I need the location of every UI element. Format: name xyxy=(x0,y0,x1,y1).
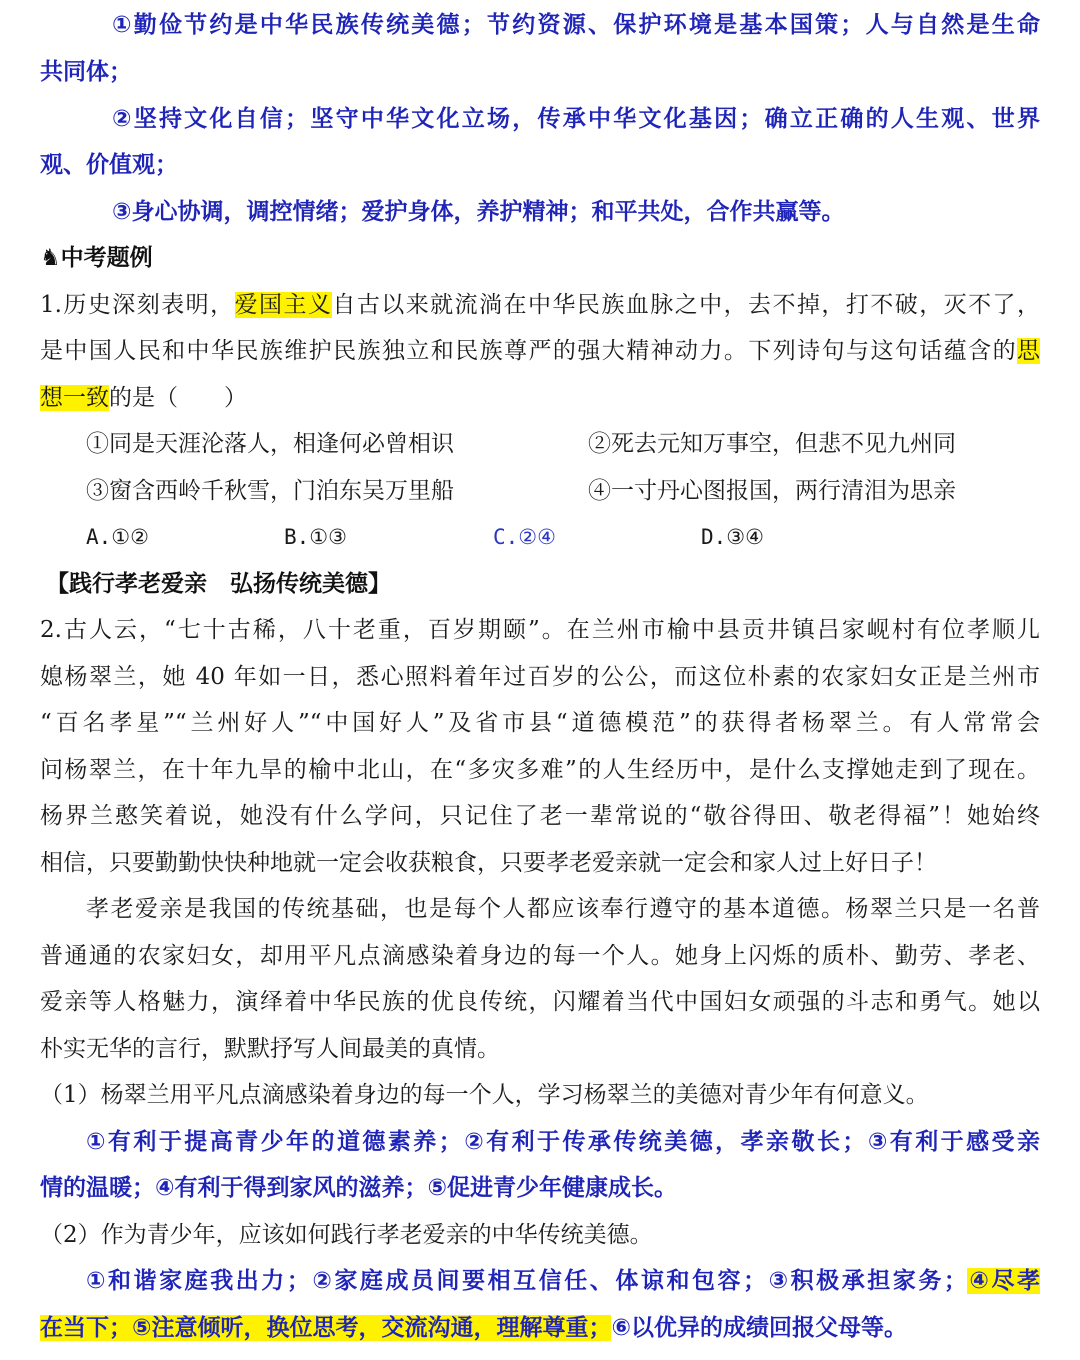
q1-highlight-idea: 思 xyxy=(1017,338,1040,364)
answer-2-line-2: 观、价值观； xyxy=(40,152,178,178)
q2-sub2-answer-line-2 xyxy=(40,1305,1040,1351)
q2-sub2-answer-line-1 xyxy=(40,1258,1040,1304)
q1-line-3 xyxy=(40,375,1040,421)
q1-highlight-consistent: 想一致 xyxy=(40,385,109,411)
poem-row-1 xyxy=(40,421,1040,467)
q2-para1-line-6: 相信，只要勤勤快快种地就一定会收获粮食，只要孝老爱亲就一定会和家人过上好日子！ xyxy=(40,850,937,876)
poem-option-3: ③窗含西岭千秋雪，门泊东吴万里船 xyxy=(86,478,454,504)
q1-highlight-patriotism: 爱国主义 xyxy=(234,292,333,318)
q2-para1-line-1: 2.古人云，“七十古稀，八十老重，百岁期颐”。在兰州市榆中县贡井镇吕家岘村有位孝顺儿 xyxy=(40,617,1040,643)
q1-line-1 xyxy=(40,282,1040,328)
knight-icon: ♞ xyxy=(40,245,61,271)
poem-option-4: ④一寸丹心图报国，两行清泪为思亲 xyxy=(588,478,956,504)
answer-3-line-1: ③身心协调，调控情绪；爱护身体，养护精神；和平共处，合作共赢等。 xyxy=(112,199,845,225)
q2-para2-line-4: 朴实无华的言行，默默抒写人间最美的真情。 xyxy=(40,1036,500,1062)
q2-sub1-answer-line-2: 情的温暖；④有利于得到家风的滋养；⑤促进青少年健康成长。 xyxy=(40,1175,677,1201)
filial-section-heading: 【践行孝老爱亲 弘扬传统美德】 xyxy=(46,571,391,597)
q2-sub2-answer-text: ①和谐家庭我出力；②家庭成员间要相互信任、体谅和包容；③积极承担家务； xyxy=(86,1268,967,1294)
q2-sub1-answer-line-1: ①有利于提高青少年的道德素养；②有利于传承传统美德，孝亲敬长；③有利于感受亲 xyxy=(86,1129,1040,1155)
answer-1-line-1: ①勤俭节约是中华民族传统美德；节约资源、保护环境是基本国策；人与自然是生命 xyxy=(112,12,1040,38)
q1-text: 是中国人民和中华民族维护民族独立和民族尊严的强大精神动力。下列诗句与这句话蕴含的 xyxy=(40,338,1017,364)
choice-a: A.①② xyxy=(86,525,149,549)
choice-c-correct: C.②④ xyxy=(493,525,556,549)
q2-para1-line-3: “百名孝星”“兰州好人”“中国好人”及省市县“道德模范”的获得者杨翠兰。有人常常会 xyxy=(40,710,1040,736)
q2-sub2-answer-highlight: 在当下；⑤注意倾听，换位思考，交流沟通，理解尊重； xyxy=(40,1315,612,1341)
choices-row xyxy=(40,514,1040,560)
q1-text: 的是（ ） xyxy=(109,385,247,411)
q2-para1-line-2: 媳杨翠兰，她 40 年如一日，悉心照料着年过百岁的公公，而这位朴素的农家妇女正是兰州市 xyxy=(40,664,1040,690)
q2-para1-line-4: 问杨翠兰，在十年九旱的榆中北山，在“多灾多难”的人生经历中，是什么支撑她走到了现在。 xyxy=(40,757,1040,783)
q2-sub1-question: （1）杨翠兰用平凡点滴感染着身边的每一个人，学习杨翠兰的美德对青少年有何意义。 xyxy=(40,1082,929,1108)
q1-text: 1.历史深刻表明， xyxy=(40,292,235,318)
q1-line-2 xyxy=(40,328,1040,374)
poem-option-1: ①同是天涯沦落人，相逢何必曾相识 xyxy=(86,431,454,457)
q2-para2-line-3: 爱亲等人格魅力，演绎着中华民族的优良传统，闪耀着当代中国妇女顽强的斗志和勇气。她以 xyxy=(40,989,1040,1015)
answer-2-line-1: ②坚持文化自信；坚守中华文化立场，传承中华文化基因；确立正确的人生观、世界 xyxy=(112,106,1040,132)
answer-1-line-2: 共同体； xyxy=(40,59,132,85)
q2-sub2-question: （2）作为青少年，应该如何践行孝老爱亲的中华传统美德。 xyxy=(40,1222,653,1248)
q2-para2-line-1: 孝老爱亲是我国的传统基础，也是每个人都应该奉行遵守的基本道德。杨翠兰只是一名普 xyxy=(86,896,1040,922)
q2-sub2-answer-highlight: ④尽孝 xyxy=(966,1268,1040,1294)
q2-sub2-answer-text: ⑥以优异的成绩回报父母等。 xyxy=(611,1315,907,1341)
choice-b: B.①③ xyxy=(284,525,347,549)
poem-row-2 xyxy=(40,468,1040,514)
q2-para2-line-2: 普通通的农家妇女，却用平凡点滴感染着身边的每一个人。她身上闪烁的质朴、勤劳、孝老、 xyxy=(40,943,1040,969)
exam-section-heading xyxy=(40,235,1040,281)
q1-text: 自古以来就流淌在中华民族血脉之中，去不掉，打不破，灭不了， xyxy=(332,292,1041,318)
choice-d: D.③④ xyxy=(701,525,764,549)
poem-option-2: ②死去元知万事空，但悲不见九州同 xyxy=(588,431,956,457)
q2-para1-line-5: 杨界兰憨笑着说，她没有什么学问，只记住了老一辈常说的“敬谷得田、敬老得福”！她始终 xyxy=(40,803,1040,829)
exam-section-title: 中考题例 xyxy=(60,245,153,271)
